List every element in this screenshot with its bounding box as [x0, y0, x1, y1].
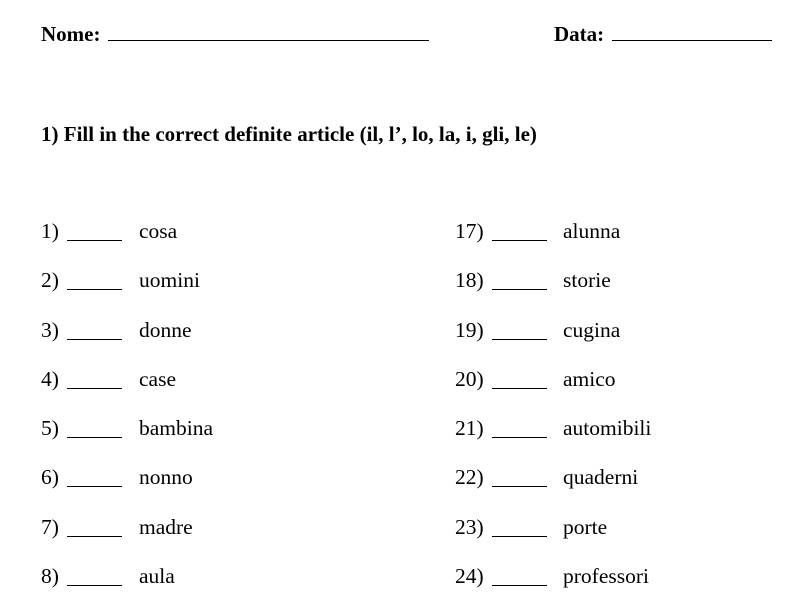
- exercise-item: [455, 564, 651, 613]
- answer-blank[interactable]: [67, 564, 122, 586]
- item-word: case: [139, 366, 176, 391]
- answer-blank[interactable]: [67, 416, 122, 438]
- item-word: professori: [563, 564, 649, 589]
- exercise-item: [41, 465, 213, 514]
- answer-blank[interactable]: [67, 318, 122, 340]
- item-word: automibili: [563, 416, 652, 441]
- answer-blank[interactable]: [67, 515, 122, 537]
- exercise-item: [41, 219, 213, 268]
- exercise-instruction: 1) Fill in the correct definite article (il, l’, lo, la, i, gli, le): [41, 122, 537, 146]
- item-number: 7): [41, 514, 59, 539]
- answer-blank[interactable]: [67, 465, 122, 487]
- exercise-item: [455, 268, 651, 317]
- answer-blank[interactable]: [67, 367, 122, 389]
- answer-blank[interactable]: [492, 416, 547, 438]
- date-label: Data:: [554, 22, 605, 46]
- item-word: quaderni: [563, 465, 639, 490]
- item-word: porte: [563, 514, 608, 539]
- item-number: 3): [41, 317, 59, 342]
- item-word: amico: [563, 366, 616, 391]
- item-number: 8): [41, 564, 59, 589]
- item-word: donne: [139, 317, 192, 342]
- exercise-item: [455, 416, 651, 465]
- item-word: cosa: [139, 219, 178, 243]
- answer-blank[interactable]: [492, 219, 547, 241]
- answer-blank[interactable]: [67, 219, 122, 241]
- exercise-item: [41, 268, 213, 317]
- item-word: bambina: [139, 416, 214, 441]
- item-word: madre: [139, 514, 193, 539]
- item-column-right: [455, 219, 651, 613]
- item-number: 6): [41, 465, 59, 490]
- item-column-left: [41, 219, 213, 613]
- answer-blank[interactable]: [492, 318, 547, 340]
- exercise-item: [41, 416, 213, 465]
- item-number: 18): [455, 268, 484, 293]
- exercise-item: [41, 367, 213, 416]
- answer-blank[interactable]: [67, 268, 122, 290]
- item-word: cugina: [563, 317, 621, 342]
- item-word: storie: [563, 268, 611, 293]
- item-number: 2): [41, 268, 59, 293]
- item-number: 19): [455, 317, 484, 342]
- item-number: 20): [455, 366, 484, 391]
- answer-blank[interactable]: [492, 268, 547, 290]
- exercise-item: [41, 515, 213, 564]
- item-number: 24): [455, 564, 484, 589]
- item-number: 1): [41, 219, 59, 243]
- exercise-item: [455, 515, 651, 564]
- name-field: [41, 22, 429, 47]
- exercise-item: [455, 367, 651, 416]
- item-number: 22): [455, 465, 484, 490]
- answer-blank[interactable]: [492, 564, 547, 586]
- item-number: 17): [455, 219, 484, 243]
- date-field: [554, 22, 772, 47]
- name-label: Nome:: [41, 22, 101, 46]
- exercise-item: [455, 318, 651, 367]
- item-number: 21): [455, 416, 484, 441]
- exercise-item: [41, 318, 213, 367]
- name-blank[interactable]: [108, 22, 429, 41]
- answer-blank[interactable]: [492, 367, 547, 389]
- worksheet-header: [41, 22, 776, 52]
- item-word: nonno: [139, 465, 193, 490]
- item-number: 5): [41, 416, 59, 441]
- item-number: 23): [455, 514, 484, 539]
- item-word: alunna: [563, 219, 621, 243]
- answer-blank[interactable]: [492, 515, 547, 537]
- item-word: aula: [139, 564, 175, 589]
- exercise-item: [455, 219, 651, 268]
- date-blank[interactable]: [612, 22, 772, 41]
- exercise-item: [41, 564, 213, 613]
- answer-blank[interactable]: [492, 465, 547, 487]
- item-number: 4): [41, 366, 59, 391]
- exercise-item: [455, 465, 651, 514]
- item-word: uomini: [139, 268, 200, 293]
